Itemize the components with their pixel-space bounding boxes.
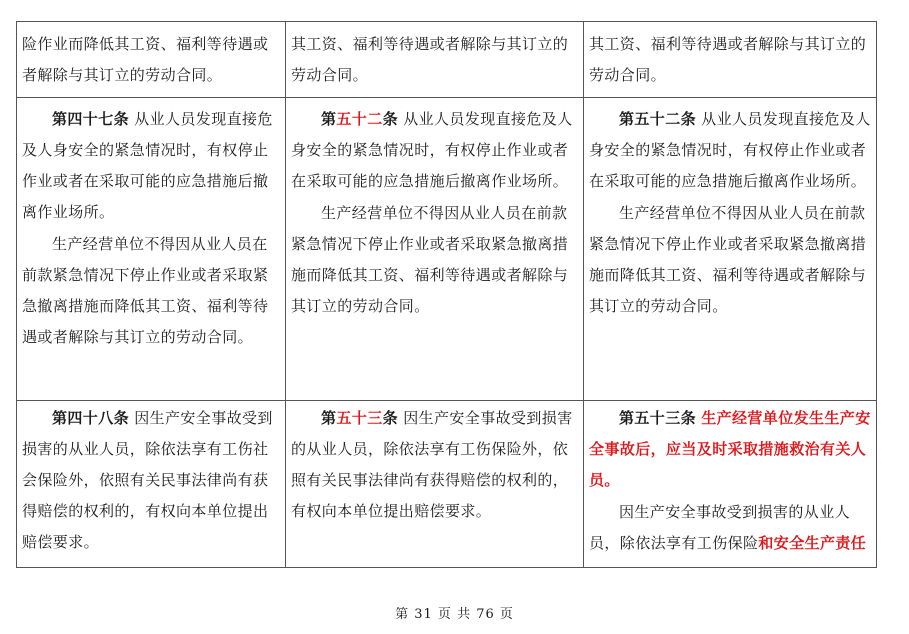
cell-text: 其工资、福利等待遇或者解除与其订立的劳动合同。: [291, 35, 569, 84]
cell-text: 险作业而降低其工资、福利等待遇或者解除与其订立的劳动合同。: [22, 35, 269, 84]
article-paragraph: [291, 403, 579, 527]
article-number: 第五十三条: [619, 409, 697, 427]
table-row: [17, 22, 877, 98]
table-row: [17, 98, 877, 401]
table-cell: [584, 98, 877, 401]
article-text: 从业人员发现直接危及人身安全的紧急情况时，有权停止作业或者在采取可能的应急措施后撤离作业场所。: [291, 110, 573, 190]
cell-text: 其工资、福利等待遇或者解除与其订立的劳动合同。: [589, 35, 867, 84]
table-cell: [286, 98, 584, 401]
article-paragraph: 生产经营单位不得因从业人员在前款紧急情况下停止作业或者采取紧急撤离措施而降低其工资、福利等待遇或者解除与其订立的劳动合同。: [291, 204, 569, 315]
article-paragraph: [589, 104, 872, 197]
table-cell: [286, 22, 584, 98]
law-comparison-table: [16, 21, 877, 568]
added-text: 和安全生产责任: [758, 534, 867, 552]
article-text: 从业人员发现直接危及人身安全的紧急情况时，有权停止作业或者在采取可能的应急措施后撤离作业场所。: [589, 110, 871, 190]
table-cell: [17, 22, 286, 98]
table-cell: [584, 401, 877, 568]
article-number: 第五十三条: [321, 409, 399, 427]
article-paragraph: [589, 497, 872, 559]
page-number: 第 31 页 共 76 页: [395, 607, 514, 622]
article-paragraph: [22, 104, 281, 228]
table-row: [17, 401, 877, 568]
article-text: 因生产安全事故受到损害的从业人员，除依法享有工伤保险外，依照有关民事法律尚有获得赔偿的权利的，有权向本单位提出赔偿要求。: [291, 409, 573, 520]
article-paragraph: [589, 403, 872, 496]
article-text: 从业人员发现直接危及人身安全的紧急情况时，有权停止作业或者在采取可能的应急措施后撤离作业场所。: [22, 110, 273, 221]
article-number: 第五十二条: [619, 110, 697, 128]
article-text: 因生产安全事故受到损害的从业人员，除依法享有工伤社会保险外，依照有关民事法律尚有获得赔偿的权利的，有权向本单位提出赔偿要求。: [22, 409, 273, 551]
article-paragraph: [291, 104, 579, 197]
article-number-changed: 五十二: [336, 110, 383, 128]
added-text: 生产经营单位发生生产安全事故后，应当及时采取措施救治有关人员。: [589, 409, 871, 489]
article-paragraph: 生产经营单位不得因从业人员在前款紧急情况下停止作业或者采取紧急撤离措施而降低其工资、福利等待遇或者解除与其订立的劳动合同。: [22, 235, 269, 346]
table-cell: [17, 98, 286, 401]
article-paragraph: [22, 403, 281, 558]
article-number: 第五十二条: [321, 110, 399, 128]
table-cell: [584, 22, 877, 98]
article-number: 第四十七条: [52, 110, 130, 128]
table-cell: [17, 401, 286, 568]
article-number-changed: 五十三: [336, 409, 383, 427]
article-paragraph: 生产经营单位不得因从业人员在前款紧急情况下停止作业或者采取紧急撤离措施而降低其工资、福利等待遇或者解除与其订立的劳动合同。: [589, 204, 867, 315]
article-text: 因生产安全事故受到损害的从业人员，除依法享有工伤保险: [589, 503, 851, 552]
article-number: 第四十八条: [52, 409, 130, 427]
table-cell: [286, 401, 584, 568]
